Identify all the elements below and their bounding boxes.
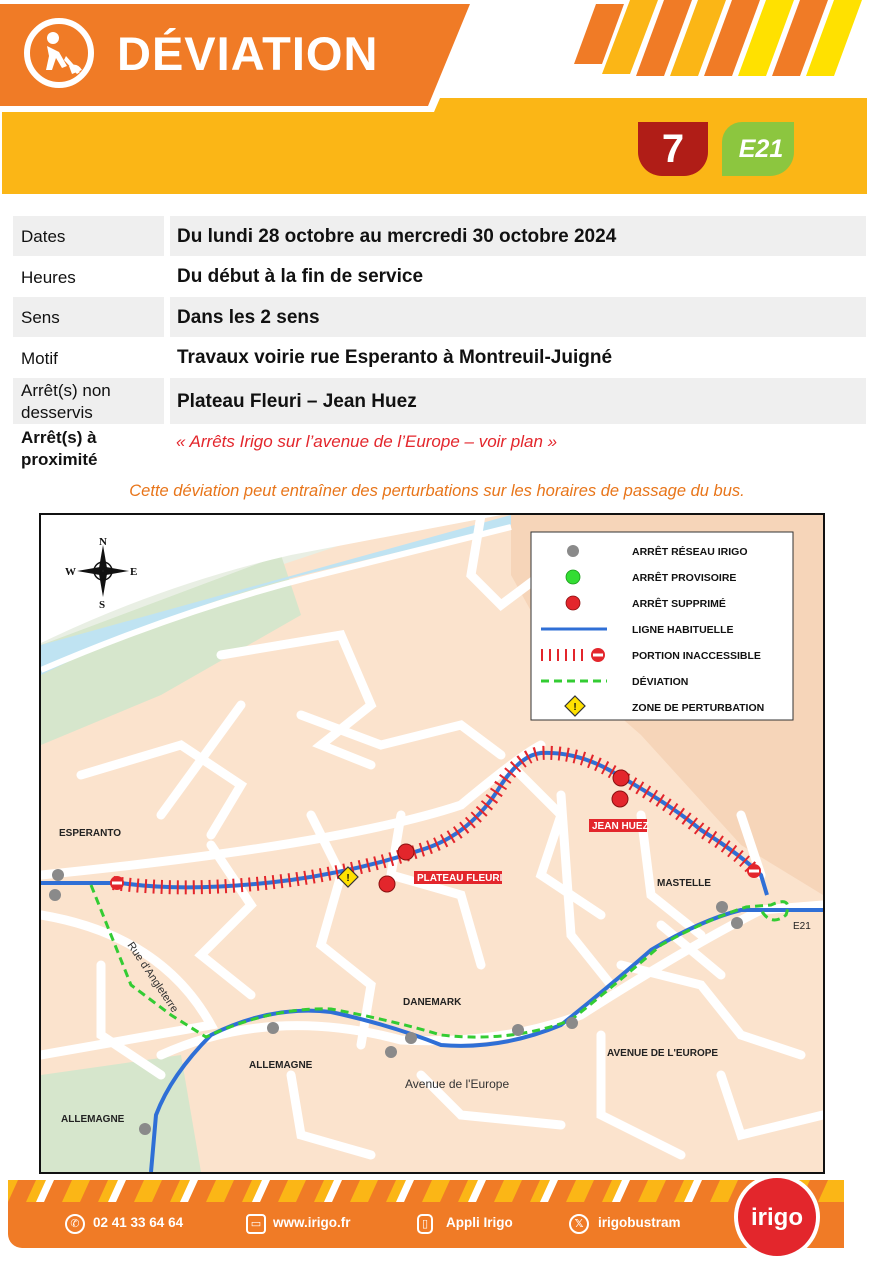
- map-legend: [531, 532, 793, 720]
- page-title: DÉVIATION: [117, 27, 379, 80]
- label-jean-huez: JEAN HUEZ: [592, 821, 649, 832]
- legend-grey-dot-icon: [567, 545, 579, 557]
- stop-allemagne-2[interactable]: [139, 1123, 151, 1135]
- info-row-direction: [13, 297, 866, 337]
- info-row-hours: [13, 258, 866, 294]
- footer-website-link[interactable]: www.irigo.fr: [273, 1215, 351, 1230]
- label-rue-angleterre: Rue d'Angleterre: [124, 939, 181, 1015]
- info-value: Plateau Fleuri – Jean Huez: [177, 391, 417, 412]
- label-avenue-europe-street: Avenue de l'Europe: [405, 1077, 510, 1091]
- footer-social-link[interactable]: irigobustram: [598, 1215, 681, 1230]
- stop-danemark-1[interactable]: [405, 1032, 417, 1044]
- legend-label: DÉVIATION: [632, 676, 689, 688]
- phone-icon: ✆: [65, 1214, 85, 1234]
- stop-danemark-2[interactable]: [385, 1046, 397, 1058]
- label-danemark: DANEMARK: [403, 997, 462, 1008]
- info-label: Motif: [21, 349, 58, 368]
- irigo-logo: [732, 1172, 822, 1262]
- svg-text:!: !: [573, 702, 577, 713]
- compass-w: W: [65, 566, 76, 578]
- legend-red-dot-icon: [566, 596, 580, 610]
- legend-label: ARRÊT RÉSEAU IRIGO: [632, 546, 748, 558]
- info-value: Dans les 2 sens: [177, 307, 320, 328]
- stop-plateau-fleuri-closed-2[interactable]: [379, 876, 395, 892]
- legend-label: ARRÊT SUPPRIMÉ: [632, 598, 726, 610]
- website-icon: ▭: [246, 1214, 266, 1234]
- label-esperanto: ESPERANTO: [59, 828, 122, 839]
- info-value: Du début à la fin de service: [177, 266, 424, 287]
- stop-esperanto-1[interactable]: [52, 869, 64, 881]
- info-row-stops-closed: [13, 378, 866, 424]
- stop-allemagne[interactable]: [267, 1022, 279, 1034]
- stop-esperanto-2[interactable]: [49, 889, 61, 901]
- stop-jean-huez-closed-1[interactable]: [613, 770, 629, 786]
- footer-app-link[interactable]: Appli Irigo: [446, 1215, 513, 1230]
- disruption-warning: Cette déviation peut entraîner des perturbations sur les horaires de passage du bus.: [129, 482, 745, 500]
- info-label: Arrêt(s) à proximité: [21, 428, 98, 469]
- roadworks-worker-icon: [22, 16, 96, 90]
- footer-phone[interactable]: 02 41 33 64 64: [93, 1215, 184, 1230]
- info-value: Du lundi 28 octobre au mercredi 30 octobre 2024: [177, 226, 617, 247]
- info-value: Travaux voirie rue Esperanto à Montreuil-Juigné: [177, 347, 613, 368]
- info-row-dates: [13, 216, 866, 256]
- label-avenue-europe-stop: AVENUE DE L'EUROPE: [607, 1048, 719, 1059]
- label-e21: E21: [793, 921, 811, 932]
- legend-label: LIGNE HABITUELLE: [632, 624, 734, 636]
- info-row-stops-nearby: [13, 426, 866, 472]
- label-plateau-fleuri: PLATEAU FLEURI: [417, 873, 503, 884]
- compass-n: N: [99, 536, 107, 548]
- compass-e: E: [130, 566, 138, 578]
- deviation-map[interactable]: [39, 513, 825, 1174]
- legend-green-dot-icon: [566, 570, 580, 584]
- stop-avenue-europe-1[interactable]: [512, 1024, 524, 1036]
- irigo-logo-text: irigo: [751, 1204, 803, 1231]
- legend-label: PORTION INACCESSIBLE: [632, 650, 761, 662]
- info-label: Arrêt(s) non desservis: [21, 381, 111, 422]
- info-value: « Arrêts Irigo sur l’avenue de l’Europe – voir plan »: [176, 432, 558, 451]
- info-label: Heures: [21, 268, 76, 287]
- legend-label: ZONE DE PERTURBATION: [632, 702, 765, 714]
- stop-mastelle-2[interactable]: [731, 917, 743, 929]
- smartphone-icon: ▯: [417, 1214, 433, 1234]
- x-social-icon: 𝕏: [569, 1214, 589, 1234]
- compass-s: S: [99, 599, 106, 611]
- line-7-label: 7: [661, 127, 685, 171]
- info-label: Sens: [21, 308, 60, 327]
- legend-label: ARRÊT PROVISOIRE: [632, 572, 737, 584]
- info-row-reason: [13, 339, 866, 375]
- stop-jean-huez-closed-2[interactable]: [612, 791, 628, 807]
- label-allemagne: ALLEMAGNE: [249, 1060, 313, 1071]
- label-mastelle: MASTELLE: [657, 878, 711, 889]
- footer-stripes: [8, 1180, 844, 1202]
- stop-avenue-europe-2[interactable]: [566, 1017, 578, 1029]
- svg-text:!: !: [346, 873, 350, 884]
- info-label: Dates: [21, 227, 66, 246]
- stop-plateau-fleuri-closed-1[interactable]: [398, 844, 414, 860]
- decorative-stripes: [560, 0, 874, 80]
- label-allemagne-2: ALLEMAGNE: [61, 1114, 125, 1125]
- stop-mastelle-1[interactable]: [716, 901, 728, 913]
- line-e21-label: E21: [738, 135, 784, 163]
